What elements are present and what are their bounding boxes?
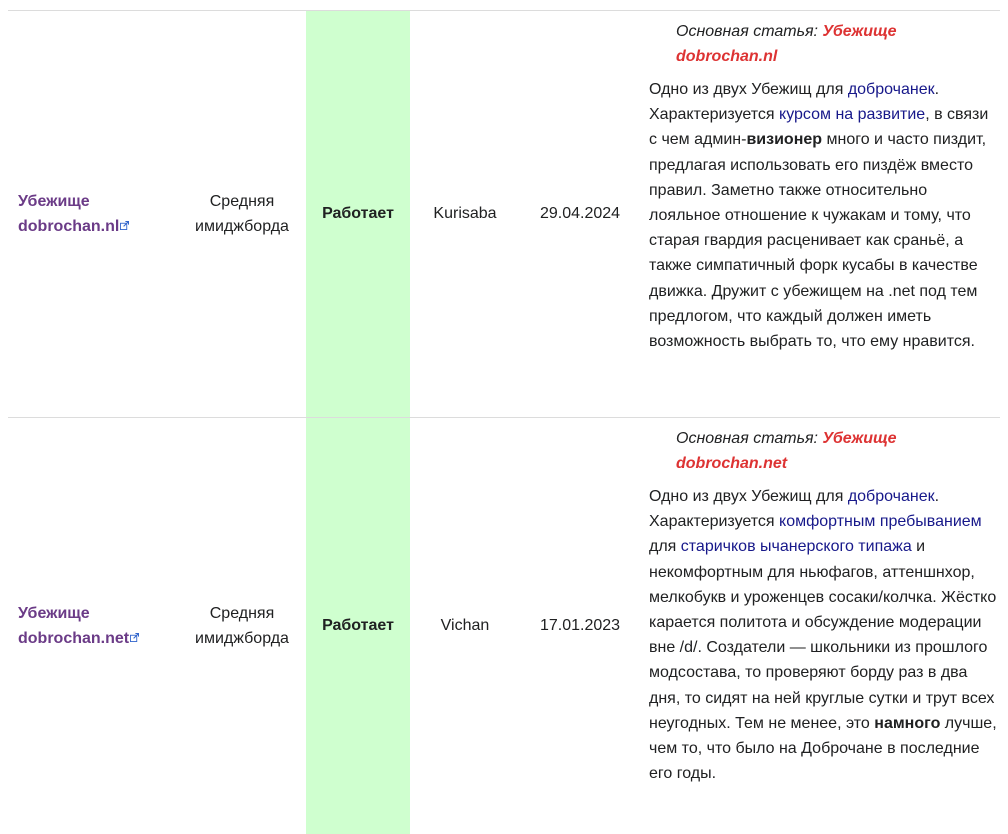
desc-text: много и часто пиздит, предлагая использовать его пиздёж вместо правил. Заметно также относительно лояльное отношение к чужакам и тому, что старая гвардия расценивает как сраньё, а также симпатичный форк кусабы в качестве движка. Дружит с убежищем на .net под тем предлогом, что каждый должен иметь возможность выбрать то, что ему нравится.	[649, 131, 987, 351]
description-cell	[649, 418, 999, 834]
hatnote	[649, 19, 999, 69]
board-link[interactable]	[18, 189, 129, 239]
status-cell	[306, 418, 410, 834]
date-cell	[520, 418, 640, 834]
board-type-line2: имиджборда	[195, 218, 289, 235]
desc-link[interactable]: комфортным пребыванием	[779, 513, 982, 531]
description-text	[649, 484, 999, 786]
desc-text: , в связи с чем админ-	[649, 106, 989, 149]
board-type-line1: Средняя	[209, 193, 275, 210]
engine-cell	[410, 11, 520, 417]
name-cell	[8, 11, 178, 417]
desc-text: Одно из двух Убежищ для	[649, 488, 848, 505]
board-name-line2: dobrochan.nl	[18, 218, 120, 235]
name-cell	[8, 418, 178, 834]
desc-text: . Характеризуется	[649, 81, 940, 124]
board-name-line2: dobrochan.net	[18, 630, 130, 647]
hatnote-prefix: Основная статья:	[676, 23, 823, 40]
desc-text: для	[649, 538, 681, 556]
type-cell	[178, 11, 306, 417]
desc-link[interactable]: доброчанек	[847, 488, 935, 505]
engine-text: Kurisaba	[433, 205, 497, 222]
board-name-line1: Убежище	[18, 605, 90, 622]
hatnote-link[interactable]: Убежище dobrochan.nl	[676, 23, 897, 65]
table-row	[8, 418, 1000, 834]
hatnote-prefix: Основная статья:	[676, 430, 823, 447]
status-text: Работает	[322, 617, 394, 634]
engine-cell	[410, 418, 520, 834]
desc-link[interactable]: курсом на развитие	[779, 106, 926, 124]
description-text	[649, 77, 999, 354]
type-cell	[178, 418, 306, 834]
board-type-line2: имиджборда	[195, 630, 289, 647]
external-link-icon	[120, 221, 129, 230]
board-link[interactable]	[18, 601, 139, 651]
desc-text: лучше, чем то, что было на Доброчане в последние его годы.	[649, 714, 997, 783]
desc-text: . Характеризуется	[649, 488, 940, 531]
desc-link[interactable]: доброчанек	[847, 81, 935, 98]
board-type-line1: Средняя	[209, 605, 275, 622]
date-text: 29.04.2024	[539, 205, 621, 222]
desc-bold: намного	[874, 714, 941, 732]
desc-text: и некомфортным для ньюфагов, аттеншнхор, мелкобукв и уроженцев сосаки/колчка. Жёстко карается политота и обсуждение модерации вне /d/. Создатели — школьники из прошлого модсостава, то проверяют борду раз в два дня, то сидят на ней круглые сутки и трут всех неугодных. Тем не менее, это	[649, 538, 997, 732]
hatnote	[649, 426, 999, 476]
desc-bold: визионер	[746, 131, 823, 149]
status-cell	[306, 11, 410, 417]
external-link-icon	[130, 633, 139, 642]
desc-text: Одно из двух Убежищ для	[649, 81, 848, 98]
status-text: Работает	[322, 205, 394, 222]
hatnote-link[interactable]: Убежище dobrochan.net	[676, 430, 897, 472]
date-text: 17.01.2023	[539, 617, 621, 634]
board-name-line1: Убежище	[18, 193, 90, 210]
table-row	[8, 11, 1000, 417]
desc-link[interactable]: старичков ычанерского типажа	[680, 538, 912, 556]
description-cell	[649, 11, 999, 417]
engine-text: Vichan	[440, 617, 490, 634]
date-cell	[520, 11, 640, 417]
